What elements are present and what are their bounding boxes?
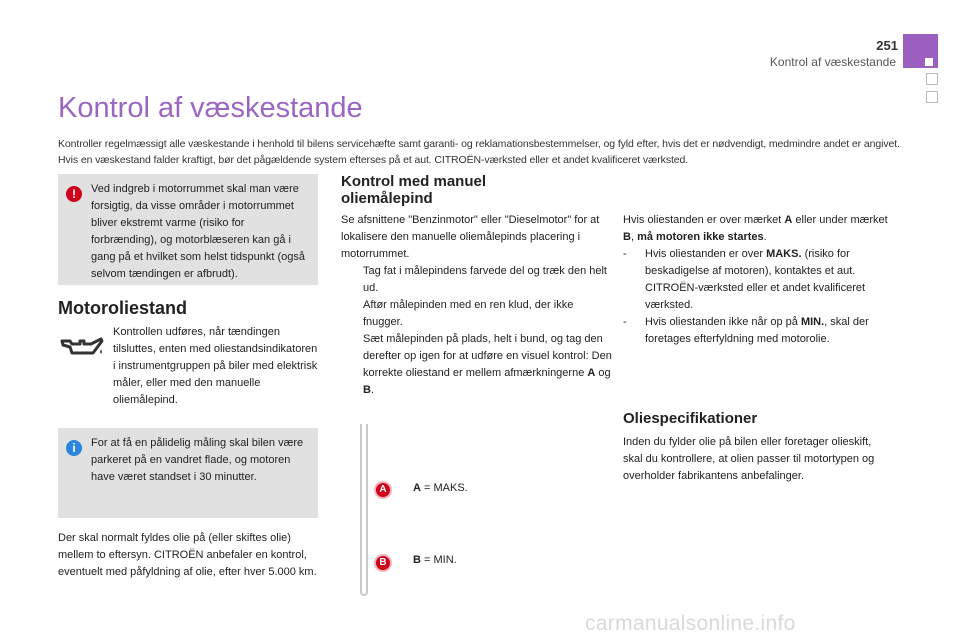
list-item: [623, 246, 893, 314]
manual-dipstick-text: [341, 212, 613, 399]
list-item: [623, 314, 893, 348]
motor-oil-text: Kontrollen udføres, når tændingen tilsluttes, enten med oliestandsindikatoren i instrumentgruppen på biler med elektrisk måler, eller med den manuelle oliemålepind.: [113, 326, 318, 406]
intro-text: [58, 136, 898, 168]
oil-level-instructions: [623, 212, 893, 348]
dash-mark: -: [623, 316, 627, 328]
info-text: For at få en pålidelig måling skal bilen være parkeret på en vandret flade, og motoren have været standset i 30 minutter.: [91, 437, 304, 483]
info-icon: i: [66, 440, 82, 456]
manual-intro: Se afsnittene "Benzinmotor" eller "Dieselmotor" for at lokalisere den manuelle oliemålepinds placering i motorrummet.: [341, 214, 600, 260]
step-text: Sæt målepinden på plads, helt i bund, og tag den derefter op igen for at udføre en visuel kontrol: Den korrekte oliestand er mellem afmærkningerne A og B.: [363, 333, 612, 396]
info-box: [58, 428, 318, 518]
chapter-tab[interactable]: [903, 34, 938, 68]
marker-a: A: [374, 481, 392, 499]
motor-oil-heading: Motoroliestand: [58, 298, 187, 318]
chapter-tab-empty-2[interactable]: [926, 91, 938, 103]
warning-icon: !: [66, 186, 82, 202]
manual-dipstick-heading: Kontrol med manuel oliemålepind: [341, 173, 487, 207]
label-min: B = MIN.: [413, 554, 457, 566]
list-item: [341, 297, 613, 331]
dash-mark: -: [623, 248, 627, 260]
page-number: 251: [876, 38, 898, 53]
intro-line-2: Hvis en væskestand falder kraftigt, bør det pågældende system efterses på et aut. CITROËN-værksted eller et andet kvalificeret værksted.: [58, 154, 689, 166]
marker-b: B: [374, 554, 392, 572]
oil-spec-text: Inden du fylder olie på bilen eller foretager olieskift, skal du kontrollere, at olien passer til motortypen og overholder fabrikantens anbefalinger.: [623, 436, 875, 482]
dipstick-tip: [360, 536, 368, 596]
oil-change-text: Der skal normalt fyldes olie på (eller skiftes olie) mellem to eftersyn. CITROËN anbefaler en kontrol, eventuelt med påfyldning af olie, efter hver 5.000 km.: [58, 532, 317, 578]
dipstick-illustration: [360, 424, 368, 536]
warning-text: Ved indgreb i motorrummet skal man være forsigtig, da visse områder i motorrummet bliver ekstremt varme (risiko for forbrænding), og motorblæseren kan gå i gang på et hvilket som helst tidspunkt (også selvom tændingen er afbrudt).: [91, 183, 306, 280]
page-title: Kontrol af væskestande: [58, 92, 363, 124]
warning-box: [58, 174, 318, 285]
oil-can-icon: [60, 333, 104, 361]
dash-text: Hvis oliestanden ikke når op på MIN., skal der foretages efterfyldning med motorolie.: [645, 316, 869, 345]
step-text: Tag fat i målepindens farvede del og træk den helt ud.: [363, 265, 607, 294]
section-label: Kontrol af væskestande: [769, 55, 896, 69]
list-item: [341, 263, 613, 297]
tab-marker: [925, 58, 933, 66]
step-text: Aftør målepinden med en ren klud, der ikke fnugger.: [363, 299, 574, 328]
intro-line-1: Kontroller regelmæssigt alle væskestande i henhold til bilens servicehæfte samt garanti- og reklamationsbestemmelser, og fyld efter, hvis det er nødvendigt, medmindre andet er angivet.: [58, 138, 900, 150]
label-max: A = MAKS.: [413, 482, 468, 494]
list-item: [341, 331, 613, 399]
chapter-tab-empty-1[interactable]: [926, 73, 938, 85]
level-warning: Hvis oliestanden er over mærket A eller under mærket B, må motoren ikke startes.: [623, 214, 888, 243]
dash-text: Hvis oliestanden er over MAKS. (risiko for beskadigelse af motoren), kontaktes et aut. CITROËN-værksted eller et andet kvalificeret værksted.: [645, 248, 866, 311]
oil-spec-heading: Oliespecifikationer: [623, 410, 758, 427]
watermark: carmanualsonline.info: [585, 612, 796, 635]
